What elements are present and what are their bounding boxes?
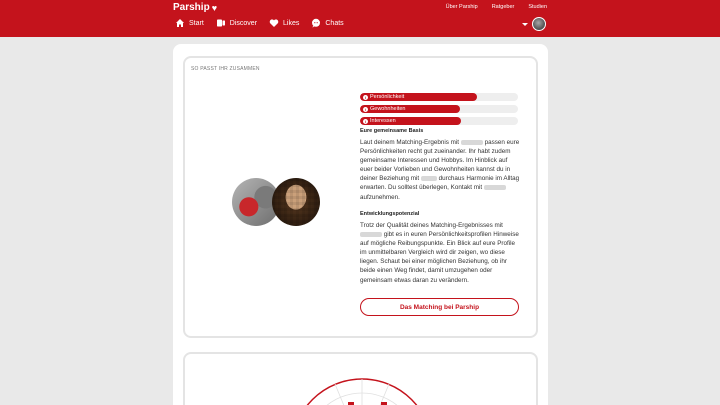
radar-chart [185, 354, 538, 405]
potential-text-1: Trotz der Qualität deines Matching-Ergebnisses mit [360, 222, 503, 229]
brand-name: Parship [173, 2, 210, 13]
link-ueber-parship[interactable]: Über Parship [445, 4, 478, 10]
redacted-name [461, 140, 483, 145]
top-links [446, 4, 547, 10]
potential-paragraph [360, 221, 520, 285]
matching-info-button[interactable]: Das Matching bei Parship [360, 298, 519, 316]
nav-chats-label: Chats [325, 19, 344, 27]
redacted-name [421, 176, 437, 181]
bar-label [363, 93, 404, 101]
info-icon[interactable]: i [364, 118, 367, 124]
nav-likes-label: Likes [283, 19, 300, 27]
avatar[interactable] [532, 17, 546, 31]
nav-discover-label: Discover [229, 19, 258, 27]
link-ratgeber[interactable]: Ratgeber [491, 4, 515, 10]
info-icon[interactable]: i [364, 106, 367, 112]
main-nav [175, 18, 344, 28]
basis-section [360, 128, 520, 202]
potential-text-2: gibt es in euren Persönlichkeitsprofilen Hinweise auf mögliche Reibungspunkte. Ein Blick auf eure Profile im unmittelbaren Vergleich wird dir zeigen, wo diese liegen. Schaut bei einer möglichen Beziehung, ob ihr beide einen Weg findet, damit umzugehen oder gemeinsam etwas daran zu verändern. [360, 231, 519, 284]
basis-heading: Eure gemeinsame Basis [360, 128, 424, 134]
logo-heart-icon: ♥ [211, 2, 218, 13]
redacted-name [360, 232, 382, 237]
basis-text-1: Laut deinem Matching-Ergebnis mit [360, 139, 460, 146]
bar-text: Interessen [370, 118, 396, 124]
parship-logo[interactable] [173, 2, 217, 13]
bar-interessen [360, 117, 518, 125]
profile-menu[interactable] [522, 17, 546, 31]
heart-icon [269, 18, 279, 28]
match-photo[interactable] [272, 178, 320, 226]
bar-label [363, 105, 405, 113]
bar-persoenlichkeit [360, 93, 518, 101]
match-bars [360, 93, 518, 129]
discover-icon [216, 18, 226, 28]
basis-paragraph [360, 138, 520, 202]
nav-start-label: Start [189, 19, 204, 27]
top-header [0, 0, 720, 37]
home-icon [175, 18, 185, 28]
info-icon[interactable]: i [364, 94, 367, 100]
link-studien[interactable]: Studien [528, 4, 547, 10]
redacted-name [484, 185, 506, 190]
nav-start[interactable] [175, 18, 204, 28]
potential-section [360, 211, 520, 285]
pixelation-overlay [272, 178, 320, 226]
basis-text-3: durchaus Harmonie im Alltag erwarten. Du solltest überlegen, Kontakt mit [360, 175, 520, 192]
bar-gewohnheiten [360, 105, 518, 113]
basis-text-2: passen eure Persönlichkeiten recht gut zueinander. Ihr habt zudem gemeinsame Interessen und Hobbys. Im Hinblick auf euer beider Vorlieben und Gewohnheiten kannst du in deiner Beziehung mit [360, 139, 520, 183]
radar-card [183, 352, 538, 405]
bar-text: Gewohnheiten [370, 106, 406, 112]
nav-likes[interactable] [269, 18, 299, 28]
chat-icon [311, 18, 321, 28]
bar-text: Persönlichkeit [370, 94, 405, 100]
potential-heading: Entwicklungspotenzial [360, 211, 420, 217]
section-title: SO PASST IHR ZUSAMMEN [191, 66, 260, 72]
nav-discover[interactable] [216, 18, 257, 28]
chevron-down-icon[interactable] [522, 23, 528, 26]
basis-text-4: aufzunehmen. [360, 193, 400, 201]
nav-chats[interactable] [311, 18, 343, 28]
bar-label [363, 117, 396, 125]
